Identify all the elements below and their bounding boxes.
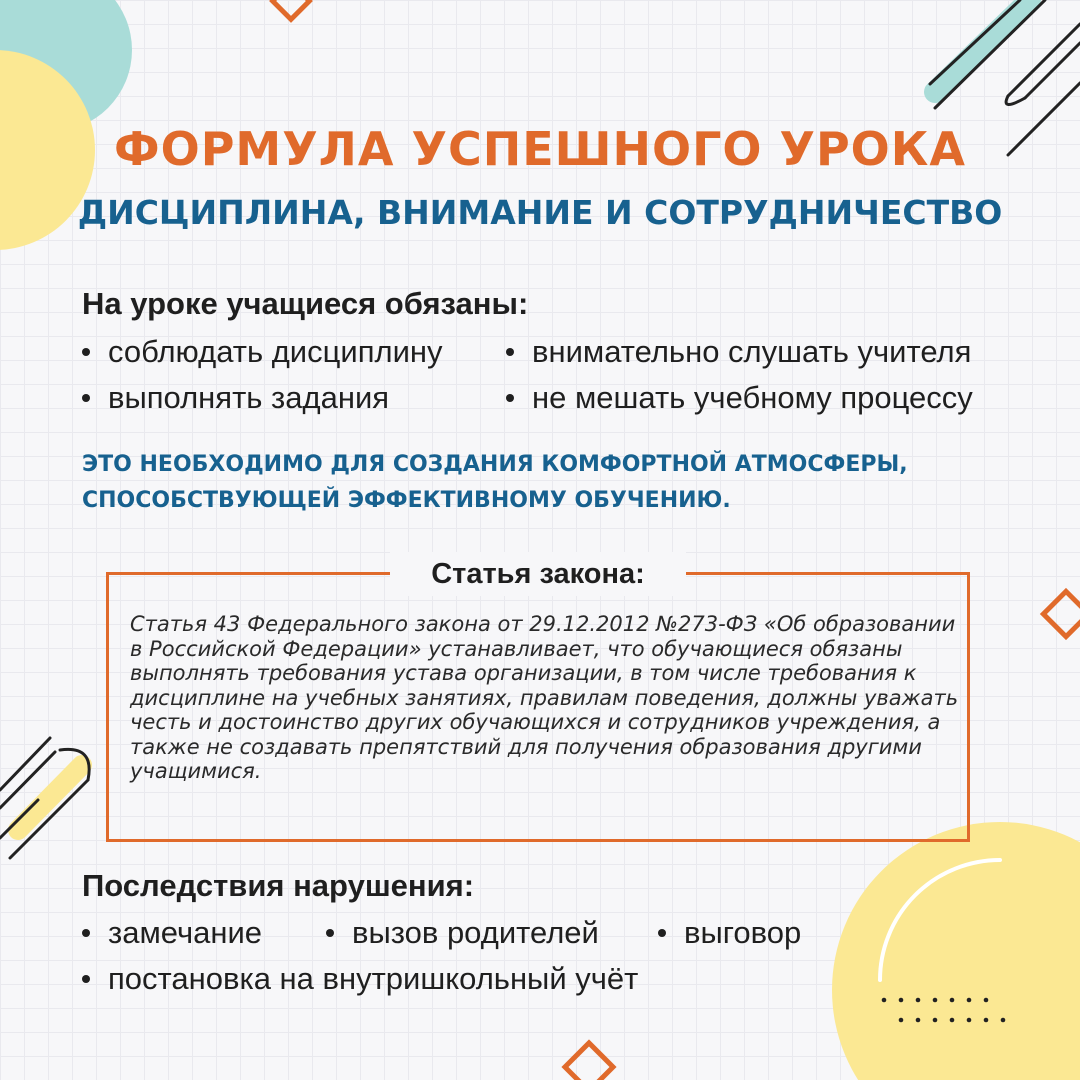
orange-diamond-bottom xyxy=(565,1043,613,1080)
duty-item: не мешать учебному процессу xyxy=(506,380,973,416)
teal-stroke-decoration xyxy=(935,0,1030,92)
bullet-dot-icon xyxy=(506,394,514,402)
duty-item: выполнять задания xyxy=(82,380,389,416)
bullet-dot-icon xyxy=(506,348,514,356)
bullet-dot-icon xyxy=(82,929,90,937)
duty-item: внимательно слушать учителя xyxy=(506,334,971,370)
note-line-2: СПОСОБСТВУЮЩЕЙ ЭФФЕКТИВНОМУ ОБУЧЕНИЮ. xyxy=(82,488,731,513)
consequence-item: постановка на внутришкольный учёт xyxy=(82,961,638,997)
law-label: Статья закона: xyxy=(390,552,686,596)
yellow-circle-bottom-right xyxy=(832,822,1080,1080)
page-subtitle: ДИСЦИПЛИНА, ВНИМАНИЕ И СОТРУДНИЧЕСТВО xyxy=(77,193,1003,232)
bullet-dot-icon xyxy=(82,348,90,356)
consequence-item: выговор xyxy=(658,915,801,951)
consequence-item: вызов родителей xyxy=(326,915,599,951)
bullet-dot-icon xyxy=(658,929,666,937)
bullet-dot-icon xyxy=(82,394,90,402)
bullet-dot-icon xyxy=(82,975,90,983)
consequences-heading: Последствия нарушения: xyxy=(82,868,475,903)
note-line-1: ЭТО НЕОБХОДИМО ДЛЯ СОЗДАНИЯ КОМФОРТНОЙ АТМОСФЕРЫ, xyxy=(82,452,908,477)
duties-heading: На уроке учащиеся обязаны: xyxy=(82,286,529,321)
orange-diamond-top xyxy=(273,0,310,19)
orange-diamond-right xyxy=(1043,591,1080,636)
law-text: Статья 43 Федерального закона от 29.12.2012 №273-ФЗ «Об образовании в Российской Федерации» устанавливает, что обучающиеся обязаны выполнять требования устава организации, в том числе требования к дисциплине на учебных занятиях, правилам поведения, должны уважать честь и достоинство других обучающихся и сотрудников учреждения, а также не создавать препятствий для получения образования другими учащимися. xyxy=(130,612,959,783)
bullet-dot-icon xyxy=(326,929,334,937)
consequence-item: замечание xyxy=(82,915,262,951)
duty-item: соблюдать дисциплину xyxy=(82,334,443,370)
page-title: ФОРМУЛА УСПЕШНОГО УРОКА xyxy=(114,122,966,176)
